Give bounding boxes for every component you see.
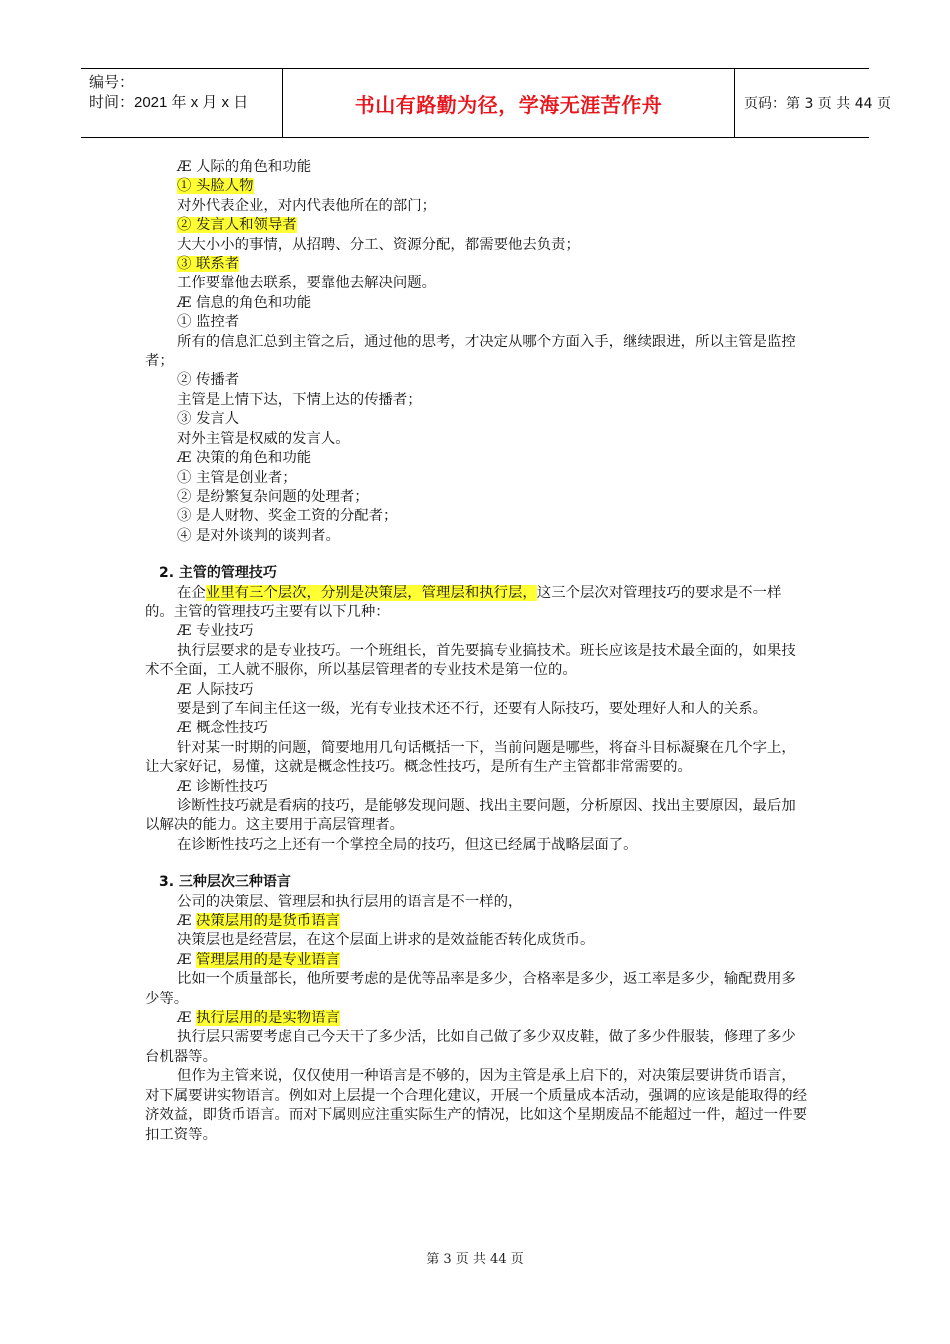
paragraph: 对外主管是权威的发言人。 [177, 430, 350, 447]
list-item [145, 177, 810, 196]
date-label: 时间：2021 年 x 月 x 日 [89, 94, 249, 111]
motto: 书山有路勤为径，学海无涯苦作舟 [282, 69, 735, 137]
list-item: ① 主管是创业者； [177, 469, 297, 486]
bullet-heading: Æ 信息的角色和功能 [177, 294, 312, 311]
paragraph: 工作要靠他去联系，要靠他去解决问题。 [177, 275, 437, 292]
paragraph: 所有的信息汇总到主管之后，通过他的思考，才决定从哪个方面入手，继续跟进，所以主管是监控者； [145, 333, 796, 370]
list-item: ③ 发言人 [177, 411, 240, 428]
paragraph: 主管是上情下达，下情上达的传播者； [177, 391, 422, 408]
bullet-mark: Æ [177, 913, 196, 930]
paragraph: 执行层只需要考虑自己今天干了多少活，比如自己做了多少双皮鞋，做了多少件服装，修理了多少台机器等。 [145, 1029, 796, 1065]
highlighted-text: 执行层用的是实物语言 [195, 1010, 340, 1027]
paragraph: 对外代表企业，对内代表他所在的部门； [177, 197, 437, 214]
bullet-heading: Æ 诊断性技巧 [177, 778, 268, 795]
section-heading: 3. 三种层次三种语言 [159, 874, 291, 891]
paragraph: 比如一个质量部长，他所要考虑的是优等品率是多少，合格率是多少，返工率是多少，输配费用多少等。 [145, 971, 796, 1007]
paragraph: 公司的决策层、管理层和执行层用的语言是不一样的， [177, 893, 523, 910]
list-item: ① 监控者 [177, 314, 240, 331]
bullet-heading: Æ 决策的角色和功能 [177, 450, 312, 467]
list-item [145, 216, 810, 235]
highlighted-text: 管理层用的是专业语言 [195, 951, 340, 968]
bullet-heading [145, 912, 810, 931]
number-label: 编号： [89, 74, 135, 91]
bullet-heading: Æ 概念性技巧 [177, 720, 268, 737]
paragraph: 决策层也是经营层，在这个层面上讲求的是效益能否转化成货币。 [177, 932, 595, 949]
bullet-heading [145, 1009, 810, 1028]
list-item: ③ 是人财物、奖金工资的分配者； [177, 508, 398, 525]
paragraph: 针对某一时期的问题，简要地用几句话概括一下，当前问题是哪些，将奋斗目标凝聚在几个字上，让大家好记，易懂，这就是概念性技巧。概念性技巧，是所有生产主管都非常需要的。 [145, 739, 796, 776]
list-item: ② 传播者 [177, 372, 240, 389]
paragraph: 要是到了车间主任这一级，光有专业技术还不行，还要有人际技巧，要处理好人和人的关系。 [177, 700, 768, 717]
paragraph: 诊断性技巧就是看病的技巧，是能够发现问题、找出主要问题，分析原因、找出主要原因，最后加以解决的能力。这主要用于高层管理者。 [145, 798, 796, 834]
paragraph: 但作为主管来说，仅仅使用一种语言是不够的，因为主管是承上启下的，对决策层要讲货币语言，对下属要讲实物语言。例如对上层提一个合理化建议，开展一个质量成本活动，强调的应该是能取得的经济效益，即货币语言。而对下属则应注重实际生产的情况，比如这个星期废品不能超过一件，超过一件要扣工资等。 [145, 1068, 807, 1143]
bullet-heading: Æ 人际的角色和功能 [177, 159, 312, 175]
paragraph: 大大小小的事情，从招聘、分工、资源分配，都需要他去负责； [177, 236, 580, 253]
paragraph: 执行层要求的是专业技巧。一个班组长，首先要搞专业搞技术。班长应该是技术最全面的，如果技术不全面，工人就不服你，所以基层管理者的专业技术是第一位的。 [145, 642, 796, 679]
list-item [145, 255, 810, 274]
bullet-mark: Æ [177, 951, 196, 968]
page-footer: 第 3 页 共 44 页 [426, 1252, 524, 1267]
text-run: 在企 [177, 584, 206, 601]
list-item: ② 是纷繁复杂问题的处理者； [177, 488, 369, 505]
page-info: 页码：第 3 页 共 44 页 [744, 96, 891, 112]
bullet-heading [145, 951, 810, 970]
highlighted-text: 决策层用的是货币语言 [195, 913, 340, 930]
header-table [81, 68, 891, 138]
header-left-cell [81, 69, 282, 137]
highlighted-text: ③ 联系者 [177, 256, 240, 273]
bullet-heading: Æ 专业技巧 [177, 623, 254, 640]
document-body [145, 158, 810, 1145]
bullet-mark: Æ [177, 1010, 196, 1027]
paragraph: 在诊断性技巧之上还有一个掌控全局的技巧，但这已经属于战略层面了。 [177, 836, 638, 853]
section-heading: 2. 主管的管理技巧 [159, 565, 277, 582]
highlighted-text: ① 头脸人物 [177, 178, 254, 195]
highlighted-text: ② 发言人和领导者 [177, 217, 297, 234]
highlighted-text: 业里有三个层次，分别是决策层，管理层和执行层， [205, 584, 537, 601]
bullet-heading: Æ 人际技巧 [177, 681, 254, 698]
text-run: 这三个层次对管理技巧的要求是不一样的。主管的管理技巧主要有以下几种： [145, 584, 782, 620]
list-item: ④ 是对外谈判的谈判者。 [177, 527, 340, 544]
paragraph [145, 584, 810, 623]
